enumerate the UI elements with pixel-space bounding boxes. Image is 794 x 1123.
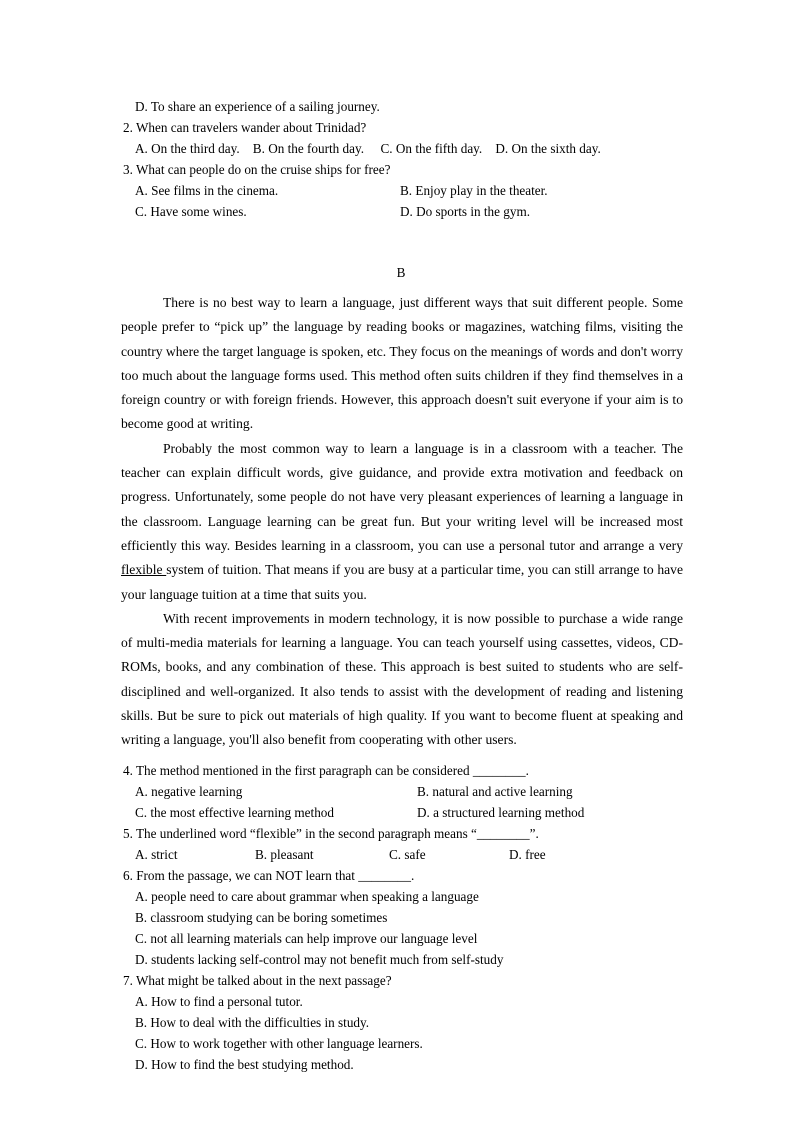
passage-paragraph-3: With recent improvements in modern technology, it is now possible to purchase a wide range of multi-media materials for learning a language. You can teach yourself using cassettes, videos, CD- ROMs, books, and any combination of these. This approach is best suited to students who are self-disciplined and well-organized. It also tends to assist with the development of reading and listening skills. But be sure to pick out materials of high quality. If you want to become fluent at speaking and writing a language, you'll also benefit from cooperating with other users. (121, 610, 683, 748)
question-6-option-b: B. classroom studying can be boring sometimes (135, 909, 388, 925)
page-content (121, 96, 683, 1075)
question-5-options-row (135, 844, 683, 865)
question-4-options-row-1 (121, 781, 683, 802)
passage-paragraph-2-part-2: system of tuition. That means if you are busy at a particular time, you can still arrange to have your language tuition at a time that suits you. (121, 562, 683, 602)
question-2-options: A. On the third day. B. On the fourth day. C. On the fifth day. D. On the sixth day. (135, 141, 601, 156)
question-3-option-c: C. Have some wines. (135, 204, 247, 219)
question-1-option-d: D. To share an experience of a sailing journey. (135, 99, 380, 114)
question-7-option-a: A. How to find a personal tutor. (135, 993, 303, 1009)
spacer (121, 753, 683, 760)
question-4-option-b: B. natural and active learning (417, 783, 573, 799)
question-7-option-c: C. How to work together with other language learners. (135, 1035, 423, 1051)
question-7-stem: 7. What might be talked about in the next passage? (123, 972, 392, 988)
question-4-option-a: A. negative learning (135, 783, 243, 799)
question-5-option-b: B. pleasant (255, 846, 314, 862)
question-7-option-d: D. How to find the best studying method. (135, 1056, 354, 1072)
question-2-stem: 2. When can travelers wander about Trinidad? (123, 120, 367, 135)
question-5-stem: 5. The underlined word “flexible” in the second paragraph means “________”. (123, 825, 539, 841)
question-3-option-d: D. Do sports in the gym. (400, 204, 531, 219)
question-6-option-d: D. students lacking self-control may not benefit much from self-study (135, 951, 504, 967)
question-4-option-c: C. the most effective learning method (135, 804, 334, 820)
question-4-option-d: D. a structured learning method (417, 804, 585, 820)
question-3-options-row-2 (121, 201, 683, 222)
passage-paragraph-1: There is no best way to learn a language, just different ways that suit different people. Some people prefer to “pick up” the language by reading books or magazines, watching films, visiting the country where the target language is spoken, etc. They focus on the meanings of words and don't worry too much about the language forms used. This method often suits children if they find themselves in a foreign country or with foreign friends. However, this approach doesn't suit everyone if your aim is to become good at writing. (121, 295, 683, 432)
question-4-stem: 4. The method mentioned in the first paragraph can be considered ________. (123, 762, 529, 778)
section-label-b: B (396, 265, 406, 280)
passage-paragraph-2 (121, 437, 683, 607)
question-3-option-a: A. See films in the cinema. (135, 183, 279, 198)
question-6-option-a: A. people need to care about grammar when speaking a language (135, 888, 479, 904)
question-6-option-c: C. not all learning materials can help improve our language level (135, 930, 478, 946)
question-3-stem: 3. What can people do on the cruise ships for free? (123, 162, 391, 177)
question-3-options-row-1 (121, 180, 683, 201)
passage-paragraph-2-part-1: Probably the most common way to learn a language is in a classroom with a teacher. The teacher can explain difficult words, give guidance, and provide extra motivation and feedback on progress. Unfortunately, some people do not have very pleasant experiences of learning a language in the classroom. Language learning can be great fun. But your writing level will be increased most efficiently this way. Besides learning in a classroom, you can use a personal tutor and arrange a very (121, 440, 683, 553)
question-5-option-a: A. strict (135, 846, 178, 862)
question-6-stem: 6. From the passage, we can NOT learn that ________. (123, 867, 415, 883)
question-5-option-c: C. safe (389, 846, 426, 862)
underlined-word-flexible: flexible (121, 562, 167, 578)
question-7-option-b: B. How to deal with the difficulties in study. (135, 1014, 370, 1030)
question-3-option-b: B. Enjoy play in the theater. (400, 183, 548, 198)
question-4-options-row-2 (121, 802, 683, 823)
question-5-option-d: D. free (509, 846, 546, 862)
